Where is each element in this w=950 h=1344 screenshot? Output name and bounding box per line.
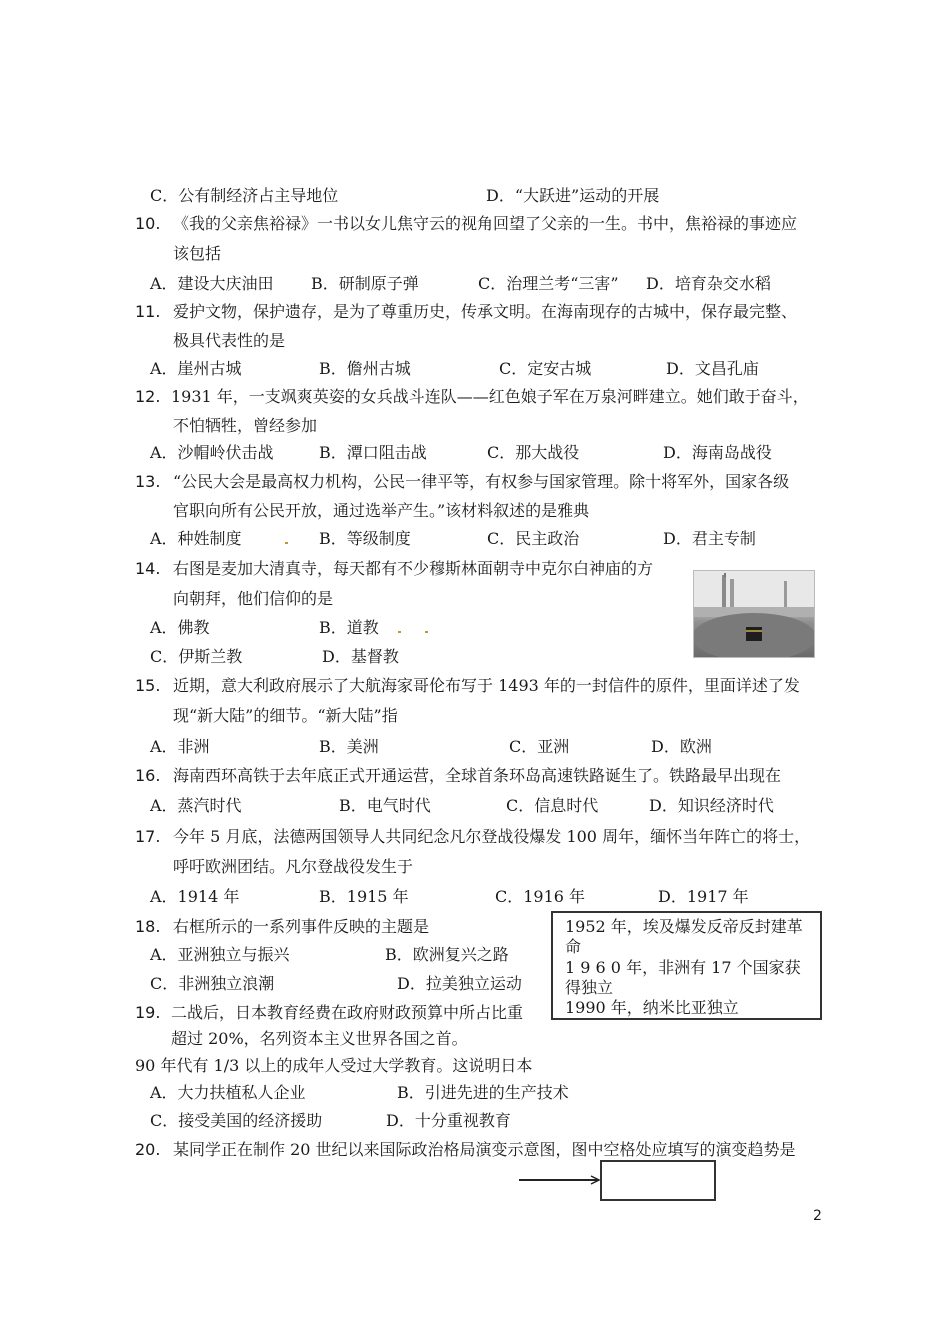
stray-mark bbox=[425, 631, 428, 633]
q13-option-b: B．等级制度 bbox=[319, 529, 411, 548]
q15-stem-line1: 近期，意大利政府展示了大航海家哥伦布写于 1493 年的一封信件的原件，里面详述了发 bbox=[173, 676, 800, 695]
q20-number: 20. bbox=[135, 1140, 161, 1159]
q19-option-b: B．引进先进的生产技术 bbox=[397, 1083, 569, 1102]
q12-option-d: D．海南岛战役 bbox=[663, 443, 772, 462]
q18-option-a: A．亚洲独立与振兴 bbox=[150, 945, 290, 964]
q13-option-a: A．种姓制度 bbox=[150, 529, 242, 548]
q16-option-d: D．知识经济时代 bbox=[649, 796, 774, 815]
q19-stem-line2: 超过 20%，名列资本主义世界各国之首。 bbox=[171, 1029, 468, 1048]
events-box-line: 1952 年，埃及爆发反帝反封建革 bbox=[565, 917, 803, 936]
q10-option-a: A．建设大庆油田 bbox=[150, 274, 274, 293]
q16-option-b: B．电气时代 bbox=[339, 796, 431, 815]
q19-option-a: A．大力扶植私人企业 bbox=[150, 1083, 306, 1102]
q11-option-b: B．儋州古城 bbox=[319, 359, 411, 378]
q17-option-b: B．1915 年 bbox=[319, 887, 409, 906]
q19-option-c: C．接受美国的经济援助 bbox=[150, 1111, 323, 1130]
q12-option-b: B．潭口阻击战 bbox=[319, 443, 427, 462]
q15-option-b: B．美洲 bbox=[319, 737, 379, 756]
q10-number: 10. bbox=[135, 214, 161, 233]
q12-stem-line1: 1931 年，一支飒爽英姿的女兵战斗连队——红色娘子军在万泉河畔建立。她们敢于奋斗， bbox=[171, 387, 809, 406]
q14-option-b: B．道教 bbox=[319, 618, 379, 637]
q18-option-d: D．拉美独立运动 bbox=[397, 974, 522, 993]
answer-blank-box bbox=[600, 1160, 716, 1201]
q17-option-c: C．1916 年 bbox=[495, 887, 586, 906]
page-number: 2 bbox=[813, 1208, 822, 1224]
events-box-line: 得独立 bbox=[565, 978, 614, 997]
q14-stem-line2: 向朝拜，他们信仰的是 bbox=[173, 589, 334, 608]
arrow-diagram bbox=[515, 1168, 605, 1192]
q17-option-a: A．1914 年 bbox=[150, 887, 240, 906]
q12-option-c: C．那大战役 bbox=[487, 443, 580, 462]
q13-stem-line1: “公民大会是最高权力机构，公民一律平等，有权参与国家管理。除十将军外，国家各级 bbox=[173, 472, 790, 491]
q12-stem-line2: 不怕牺牲，曾经参加 bbox=[173, 416, 318, 435]
q18-option-b: B．欧洲复兴之路 bbox=[385, 945, 509, 964]
q15-option-c: C．亚洲 bbox=[509, 737, 570, 756]
q16-option-c: C．信息时代 bbox=[506, 796, 599, 815]
q11-option-d: D．文昌孔庙 bbox=[666, 359, 759, 378]
q16-option-a: A．蒸汽时代 bbox=[150, 796, 242, 815]
q10-option-b: B．研制原子弹 bbox=[311, 274, 419, 293]
q10-option-d: D．培育杂交水稻 bbox=[646, 274, 771, 293]
q17-stem-line1: 今年 5 月底，法德两国领导人共同纪念凡尔登战役爆发 100 周年，缅怀当年阵亡的将士， bbox=[173, 827, 811, 846]
q11-option-c: C．定安古城 bbox=[499, 359, 592, 378]
events-box-line: 1 9 6 0 年，非洲有 17 个国家获 bbox=[565, 958, 801, 977]
stray-mark bbox=[285, 542, 288, 544]
q19-option-d: D．十分重视教育 bbox=[386, 1111, 511, 1130]
q17-number: 17. bbox=[135, 827, 161, 846]
q14-option-c: C．伊斯兰教 bbox=[150, 647, 243, 666]
q10-option-c: C．治理兰考“三害” bbox=[478, 274, 619, 293]
q13-option-d: D．君主专制 bbox=[663, 529, 756, 548]
q11-option-a: A．崖州古城 bbox=[150, 359, 242, 378]
q16-number: 16. bbox=[135, 766, 161, 785]
q15-stem-line2: 现“新大陆”的细节。“新大陆”指 bbox=[173, 706, 398, 725]
q20-stem-line1: 某同学正在制作 20 世纪以来国际政治格局演变示意图，图中空格处应填写的演变趋势是 bbox=[173, 1140, 796, 1159]
q18-option-c: C．非洲独立浪潮 bbox=[150, 974, 275, 993]
q11-stem-line1: 爱护文物，保护遗存，是为了尊重历史，传承文明。在海南现存的古城中，保存最完整、 bbox=[173, 302, 798, 321]
stray-mark bbox=[398, 631, 401, 633]
q18-stem-line1: 右框所示的一系列事件反映的主题是 bbox=[173, 917, 430, 936]
q19-number: 19. bbox=[135, 1003, 161, 1022]
q17-option-d: D．1917 年 bbox=[658, 887, 749, 906]
q14-number: 14. bbox=[135, 559, 161, 578]
q14-option-d: D．基督教 bbox=[322, 647, 399, 666]
q12-number: 12. bbox=[135, 387, 161, 406]
q13-number: 13. bbox=[135, 472, 161, 491]
q13-option-c: C．民主政治 bbox=[487, 529, 580, 548]
q9-option-c: C．公有制经济占主导地位 bbox=[150, 186, 339, 205]
q13-stem-line2: 官职向所有公民开放，通过选举产生。”该材料叙述的是雅典 bbox=[173, 501, 590, 520]
q15-option-a: A．非洲 bbox=[150, 737, 210, 756]
q10-stem-line1: 《我的父亲焦裕禄》一书以女儿焦守云的视角回望了父亲的一生。书中，焦裕禄的事迹应 bbox=[173, 214, 798, 233]
q19-stem-line3: 90 年代有 1/3 以上的成年人受过大学教育。这说明日本 bbox=[135, 1056, 533, 1075]
q19-stem-line1: 二战后，日本教育经费在政府财政预算中所占比重 bbox=[171, 1003, 524, 1022]
events-box-line: 命 bbox=[565, 937, 582, 956]
q14-stem-line1: 右图是麦加大清真寺，每天都有不少穆斯林面朝寺中克尔白神庙的方 bbox=[173, 559, 654, 578]
events-box-line: 1990 年，纳米比亚独立 bbox=[565, 998, 739, 1017]
q15-option-d: D．欧洲 bbox=[651, 737, 712, 756]
q11-number: 11. bbox=[135, 302, 161, 321]
q14-option-a: A．佛教 bbox=[150, 618, 210, 637]
q12-option-a: A．沙帽岭伏击战 bbox=[150, 443, 274, 462]
mecca-mosque-photo bbox=[693, 570, 815, 658]
q17-stem-line2: 呼吁欧洲团结。凡尔登战役发生于 bbox=[173, 857, 414, 876]
q16-stem-line1: 海南西环高铁于去年底正式开通运营，全球首条环岛高速铁路诞生了。铁路最早出现在 bbox=[173, 766, 782, 785]
q18-number: 18. bbox=[135, 917, 161, 936]
q10-stem-line2: 该包括 bbox=[173, 244, 222, 263]
q11-stem-line2: 极具代表性的是 bbox=[173, 331, 286, 350]
q9-option-d: D．“大跃进”运动的开展 bbox=[486, 186, 660, 205]
q15-number: 15. bbox=[135, 676, 161, 695]
